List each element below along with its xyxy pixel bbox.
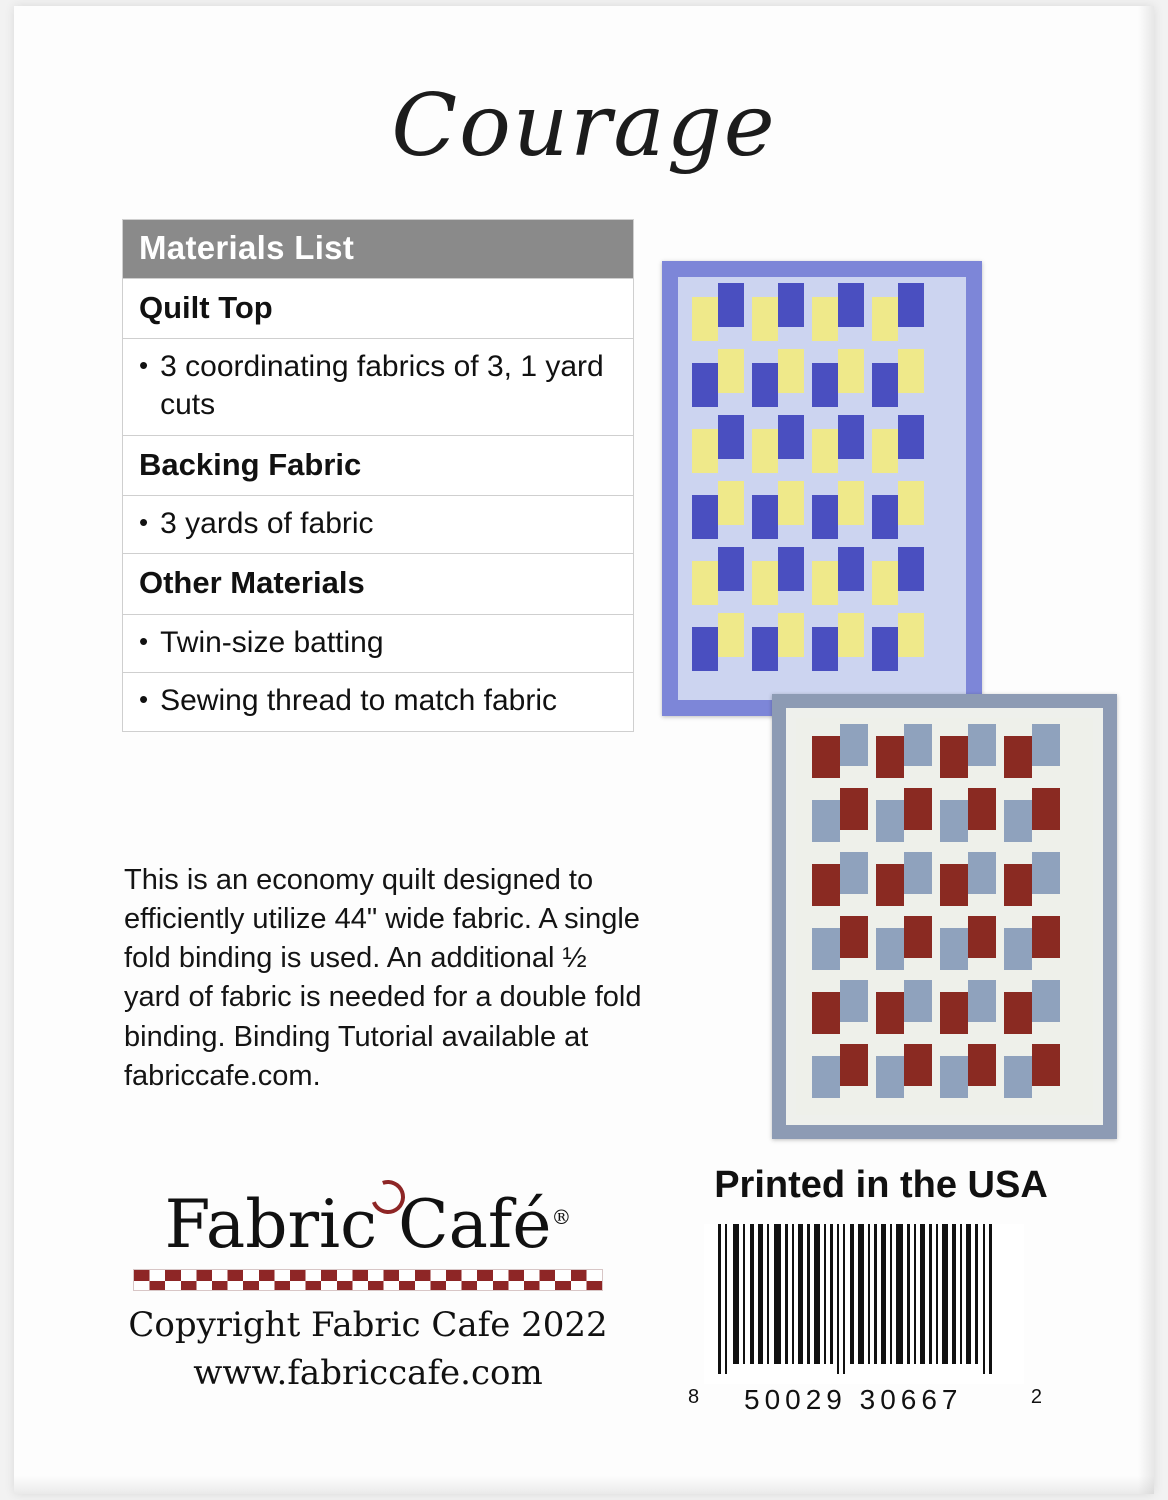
materials-list-table — [122, 219, 634, 732]
checkerboard-divider — [133, 1269, 603, 1291]
materials-item-label: 3 coordinating fabrics of 3, 1 yard cuts — [160, 350, 604, 421]
materials-item-batting — [123, 614, 633, 673]
registered-trademark-icon: ® — [551, 1205, 572, 1229]
materials-item-thread — [123, 672, 633, 731]
brand-name-text: Fabric Café — [164, 1186, 552, 1263]
materials-item-label: Sewing thread to match fabric — [160, 684, 557, 718]
barcode-right-digit: 2 — [1030, 1386, 1042, 1408]
materials-section-quilt-top: Quilt Top — [123, 278, 633, 338]
description-paragraph: This is an economy quilt designed to efficiently utilize 44" wide fabric. A single fold binding is used. An additional ½ yard of fabric is needed for a double fold binding. Binding Tutorial available at fabriccafe.com. — [124, 864, 642, 1092]
printed-in-usa-text: Printed in the USA — [714, 1164, 1048, 1206]
bullet-icon: • — [139, 684, 149, 715]
quilt-field — [678, 277, 966, 700]
brand-name — [165, 1186, 572, 1263]
barcode-left-digit: 8 — [688, 1386, 700, 1408]
quilt-field — [796, 718, 1093, 1115]
materials-item-backing — [123, 495, 633, 554]
materials-section-backing-fabric: Backing Fabric — [123, 435, 633, 495]
copyright-text: Copyright Fabric Cafe 2022 — [128, 1305, 608, 1345]
materials-section-other-materials: Other Materials — [123, 553, 633, 613]
materials-item-label: Twin-size batting — [160, 625, 384, 659]
materials-item-label: 3 yards of fabric — [160, 506, 374, 540]
bullet-icon: • — [139, 625, 149, 656]
website-text: www.fabriccafe.com — [193, 1353, 543, 1393]
red-blue-quilt-image — [772, 694, 1117, 1139]
barcode-bars — [704, 1224, 1024, 1384]
barcode — [688, 1224, 1042, 1418]
barcode-main-digits: 50029 30667 — [744, 1384, 963, 1415]
blue-yellow-quilt-image — [662, 261, 982, 716]
materials-list-header: Materials List — [123, 220, 633, 278]
barcode-digits — [688, 1384, 1042, 1418]
bullet-icon: • — [139, 506, 149, 537]
bullet-icon: • — [139, 350, 149, 381]
materials-item-fabrics — [123, 338, 633, 435]
pattern-package-back — [14, 6, 1154, 1494]
brand-logo-block — [118, 1186, 618, 1393]
page-title: Courage — [391, 76, 777, 176]
